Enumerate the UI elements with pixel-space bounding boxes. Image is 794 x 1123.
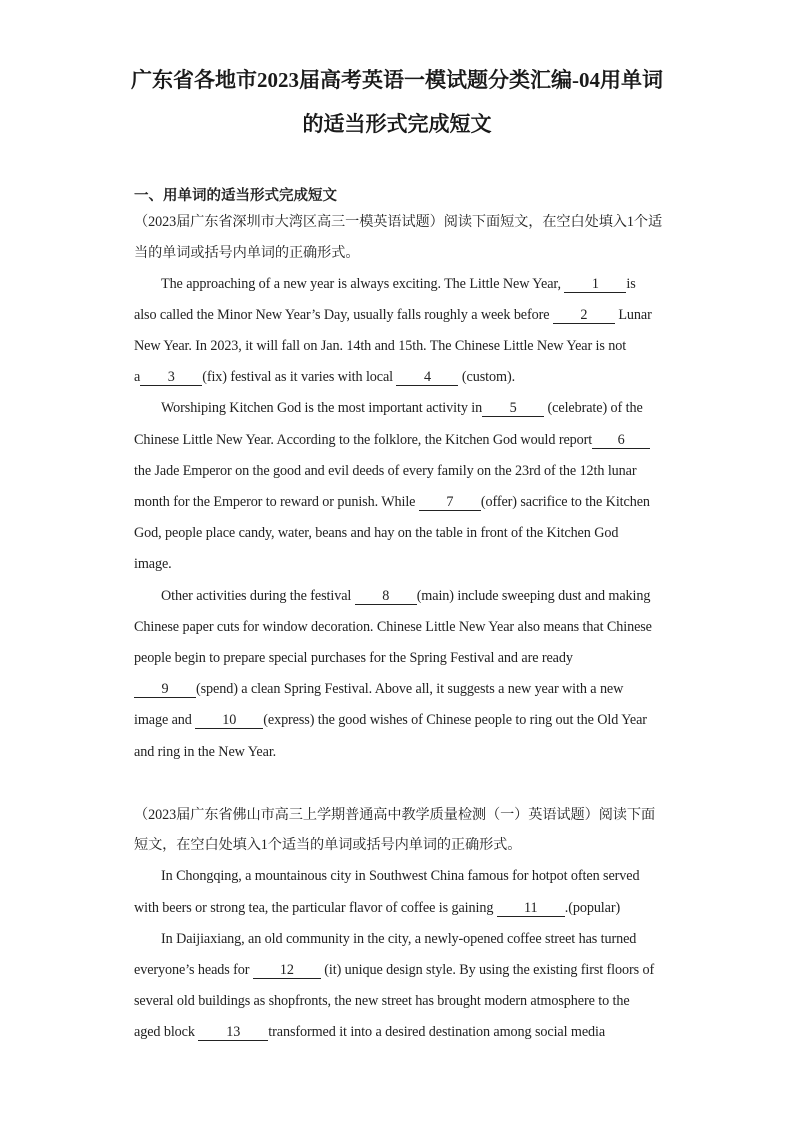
blank-4[interactable]: 4 [396,369,458,386]
text-run: is [626,276,636,292]
blank-6[interactable]: 6 [592,432,650,449]
passage-1-line [134,305,664,325]
passage-1-line: the Jade Emperor on the good and evil deeds of every family on the 23rd of the 12th lunar [134,463,637,479]
passage-1-line: God, people place candy, water, beans and hay on the table in front of the Kitchen God [134,525,619,541]
text-run: (express) the good wishes of Chinese people to ring out the Old Year [263,712,647,728]
text-run: Lunar [614,307,652,323]
blank-5[interactable]: 5 [482,400,544,417]
passage-1-line [134,367,664,387]
passage-2-source-line-1: （2023届广东省佛山市高三上学期普通高中教学质量检测（一）英语试题）阅读下面 [134,807,656,823]
text-run: also called the Minor New Year’s Day, usually falls roughly a week before [134,307,553,323]
blank-12[interactable]: 12 [253,962,321,979]
passage-1-line [134,492,664,512]
passage-2-line: In Daijiaxiang, an old community in the city, a newly-opened coffee street has turned [161,931,637,947]
blank-7[interactable]: 7 [419,494,481,511]
passage-2-line [134,960,664,980]
passage-2-source-line-2: 短文，在空白处填入1个适当的单词或括号内单词的正确形式。 [134,837,522,853]
text-run: aged block [134,1024,199,1040]
text-run: (spend) a clean Spring Festival. Above all, it suggests a new year with a new [196,681,624,697]
text-run: (offer) sacrifice to the Kitchen [480,494,650,510]
document-title-line-1: 广东省各地市2023届高考英语一模试题分类汇编-04用单词 [131,68,663,92]
text-run: month for the Emperor to reward or punish. While [134,494,419,510]
passage-2-line [134,898,664,918]
text-run: (fix) festival as it varies with local [202,369,397,385]
passage-1-line: and ring in the New Year. [134,744,277,760]
blank-13[interactable]: 13 [198,1024,268,1041]
text-run: (main) include sweeping dust and making [416,588,651,604]
text-run: everyone’s heads for [134,962,253,978]
passage-1-line: New Year. In 2023, it will fall on Jan. 14th and 15th. The Chinese Little New Year is not [134,338,627,354]
text-run: (celebrate) of the [544,400,643,416]
text-run: (it) unique design style. By using the existing first floors of [320,962,655,978]
passage-1-line: Chinese paper cuts for window decoration. Chinese Little New Year also means that Chinese [134,619,652,635]
text-run: Worshiping Kitchen God is the most important activity in [161,400,483,416]
text-run: transformed it into a desired destination among social media [268,1024,606,1040]
passage-1-line [161,274,664,294]
passage-1-line: people begin to prepare special purchases for the Spring Festival and are ready [134,650,573,666]
text-run: The approaching of a new year is always exciting. The Little New Year, [161,276,565,292]
passage-1-line [134,710,664,730]
text-run: a [134,369,141,385]
passage-1-line [161,586,664,606]
passage-1-source-line-2: 当的单词或括号内单词的正确形式。 [134,245,360,261]
blank-1[interactable]: 1 [564,276,626,293]
blank-9[interactable]: 9 [134,681,196,698]
passage-1-line [134,430,664,450]
blank-10[interactable]: 10 [195,712,263,729]
passage-1-line [134,679,664,699]
text-run: Other activities during the festival [161,588,355,604]
passage-1-line [161,398,664,418]
text-run: Chinese Little New Year. According to the folklore, the Kitchen God would report [134,432,593,448]
blank-11[interactable]: 11 [497,900,565,917]
text-run: image and [134,712,196,728]
blank-2[interactable]: 2 [553,307,615,324]
section-heading: 一、用单词的适当形式完成短文 [134,188,337,204]
passage-2-line: several old buildings as shopfronts, the new street has brought modern atmosphere to the [134,993,630,1009]
passage-2-line [134,1022,664,1042]
text-run: (custom). [458,369,516,385]
document-title-line-2: 的适当形式完成短文 [302,112,492,136]
passage-1-source-line-1: （2023届广东省深圳市大湾区高三一模英语试题）阅读下面短文，在空白处填入1个适 [134,214,663,230]
text-run: with beers or strong tea, the particular flavor of coffee is gaining [134,900,497,916]
passage-2-line: In Chongqing, a mountainous city in Southwest China famous for hotpot often served [161,868,640,884]
blank-8[interactable]: 8 [355,588,417,605]
text-run: .(popular) [564,900,621,916]
passage-1-line: image. [134,556,172,572]
blank-3[interactable]: 3 [140,369,202,386]
